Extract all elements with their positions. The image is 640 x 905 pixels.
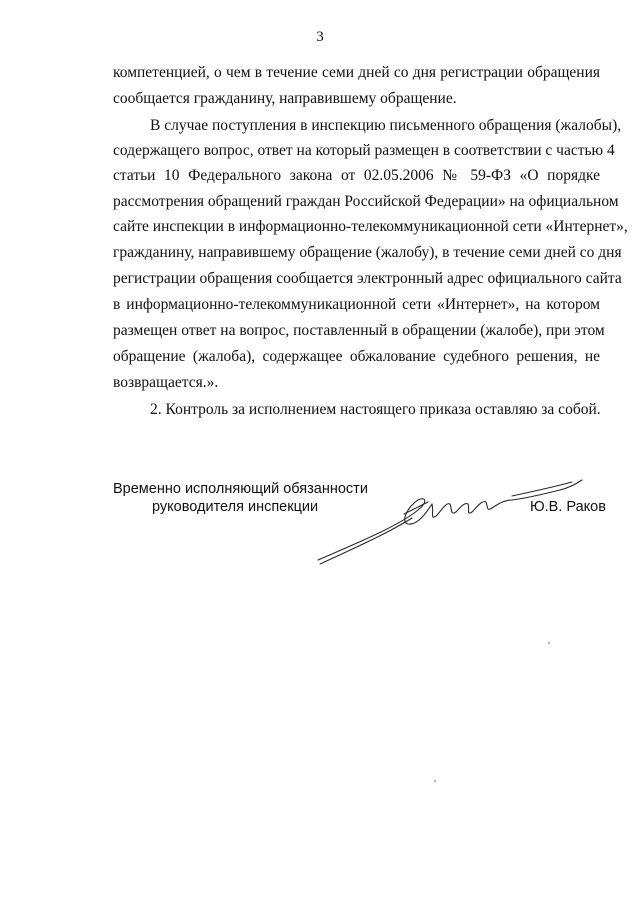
paragraph-control: 2. Контроль за исполнением настоящего приказа оставляю за собой. xyxy=(150,401,601,418)
signatory-position-line1: Временно исполняющий обязанности xyxy=(113,481,368,497)
handwritten-signature xyxy=(300,470,590,580)
text-line: возвращается.». xyxy=(113,374,219,391)
text-line: гражданину, направившему обращение (жалобу), в течение семи дней со дня xyxy=(113,244,622,261)
scan-speck xyxy=(548,642,550,644)
text-line: размещен ответ на вопрос, поставленный в обращении (жалобе), при этом xyxy=(113,322,605,339)
text-line: статьи 10 Федерального закона от 02.05.2006 № 59-ФЗ «О порядке xyxy=(113,167,600,184)
signatory-name: Ю.В. Раков xyxy=(530,499,606,515)
text-line: обращение (жалоба), содержащее обжалование судебного решения, не xyxy=(113,348,600,365)
text-line: содержащего вопрос, ответ на который размещен в соответствии с частью 4 xyxy=(113,142,615,159)
text-line: компетенцией, о чем в течение семи дней со дня регистрации обращения xyxy=(113,64,600,81)
text-line: сообщается гражданину, направившему обращение. xyxy=(113,90,457,107)
text-line: в информационно-телекоммуникационной сети «Интернет», на котором xyxy=(113,296,600,313)
text-line: В случае поступления в инспекцию письменного обращения (жалобы), xyxy=(150,117,622,134)
text-line: сайте инспекции в информационно-телекоммуникационной сети «Интернет», xyxy=(113,218,628,235)
text-line: регистрации обращения сообщается электронный адрес официального сайта xyxy=(113,270,622,287)
text-line: рассмотрения обращений граждан Российской Федерации» на официальном xyxy=(113,193,619,210)
scan-speck xyxy=(434,780,436,782)
signatory-position-line2: руководителя инспекции xyxy=(152,499,319,515)
page-number: 3 xyxy=(316,29,324,45)
